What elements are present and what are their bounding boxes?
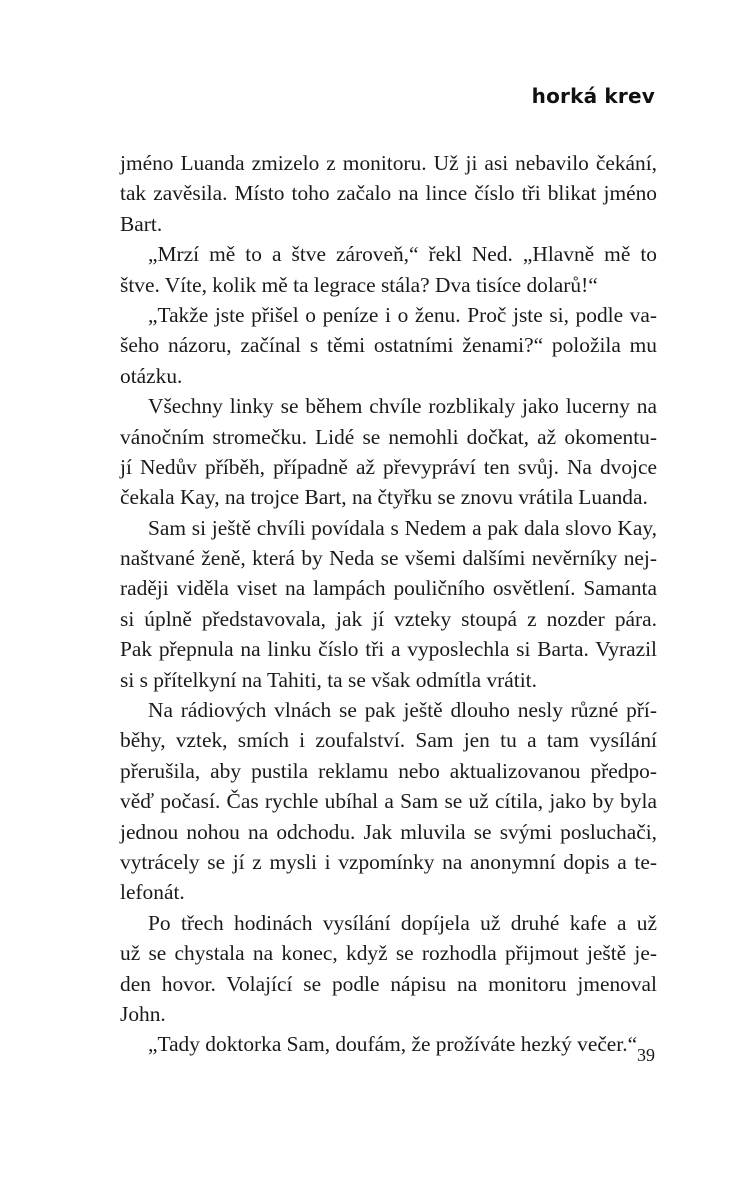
text-line: jméno Luanda zmizelo z monitoru. Už ji asi nebavilo čekání, bbox=[120, 151, 657, 175]
text-line: John. bbox=[120, 1001, 166, 1026]
text-line: naštvané ženě, která by Neda se všemi dalšími nevěrníky nej- bbox=[120, 546, 657, 571]
text-line: věď počasí. Čas rychle ubíhal a Sam se už cítila, jako by byla bbox=[120, 789, 657, 814]
text-line: „Mrzí mě to a štve zároveň,“ řekl Ned. „Hlavně mě to bbox=[148, 242, 657, 267]
text-line: jí Nedův příběh, případně až převypráví ten svůj. Na dvojce bbox=[120, 454, 657, 479]
text-line: Všechny linky se během chvíle rozblikaly jako lucerny na bbox=[148, 394, 657, 419]
text-line: si s přítelkyní na Tahiti, ta se však odmítla vrátit. bbox=[120, 667, 537, 692]
page-number: 39 bbox=[637, 1045, 655, 1065]
text-line: jednou nohou na odchodu. Jak mluvila se svými posluchači, bbox=[120, 819, 657, 844]
running-head: horká krev bbox=[531, 84, 655, 108]
text-line: den hovor. Volající se podle nápisu na monitoru jmenoval bbox=[120, 971, 657, 996]
text-line: šeho názoru, začínal s těmi ostatními ženami?“ položila mu bbox=[120, 333, 657, 358]
text-line: vánočním stromečku. Lidé se nemohli dočkat, až okomentu- bbox=[120, 424, 657, 449]
text-line: lefonát. bbox=[120, 880, 185, 905]
text-line: tak zavěsila. Místo toho začalo na lince číslo tři blikat jméno bbox=[120, 181, 657, 206]
text-line: štve. Víte, kolik mě ta legrace stála? Dva tisíce dolarů!“ bbox=[120, 272, 598, 297]
text-line: Pak přepnula na linku číslo tři a vyposlechla si Barta. Vyrazil bbox=[120, 637, 657, 662]
text-line: si úplně představovala, jak jí vzteky stoupá z nozder pára. bbox=[120, 606, 657, 631]
text-line: otázku. bbox=[120, 363, 183, 388]
body-text bbox=[120, 148, 657, 1060]
text-line: přerušila, aby pustila reklamu nebo aktualizovanou předpo- bbox=[120, 758, 657, 783]
text-line: Po třech hodinách vysílání dopíjela už druhé kafe a už bbox=[148, 910, 657, 935]
text-line: „Tady doktorka Sam, doufám, že prožíváte hezký večer.“ bbox=[148, 1032, 638, 1057]
text-line: čekala Kay, na trojce Bart, na čtyřku se znovu vrátila Luanda. bbox=[120, 485, 648, 510]
text-line: běhy, vztek, smích i zoufalství. Sam jen tu a tam vysílání bbox=[120, 728, 657, 753]
text-line: „Takže jste přišel o peníze i o ženu. Proč jste si, podle va- bbox=[148, 302, 657, 327]
text-line: raději viděla viset na lampách pouličního osvětlení. Samanta bbox=[120, 576, 657, 601]
text-line: Bart. bbox=[120, 211, 163, 236]
text-line: už se chystala na konec, když se rozhodla přijmout ještě je- bbox=[120, 941, 657, 966]
text-line: Sam si ještě chvíli povídala s Nedem a pak dala slovo Kay, bbox=[148, 515, 657, 540]
text-line: Na rádiových vlnách se pak ještě dlouho nesly různé pří- bbox=[148, 698, 657, 723]
text-line: vytrácely se jí z mysli i vzpomínky na anonymní dopis a te- bbox=[120, 849, 657, 874]
